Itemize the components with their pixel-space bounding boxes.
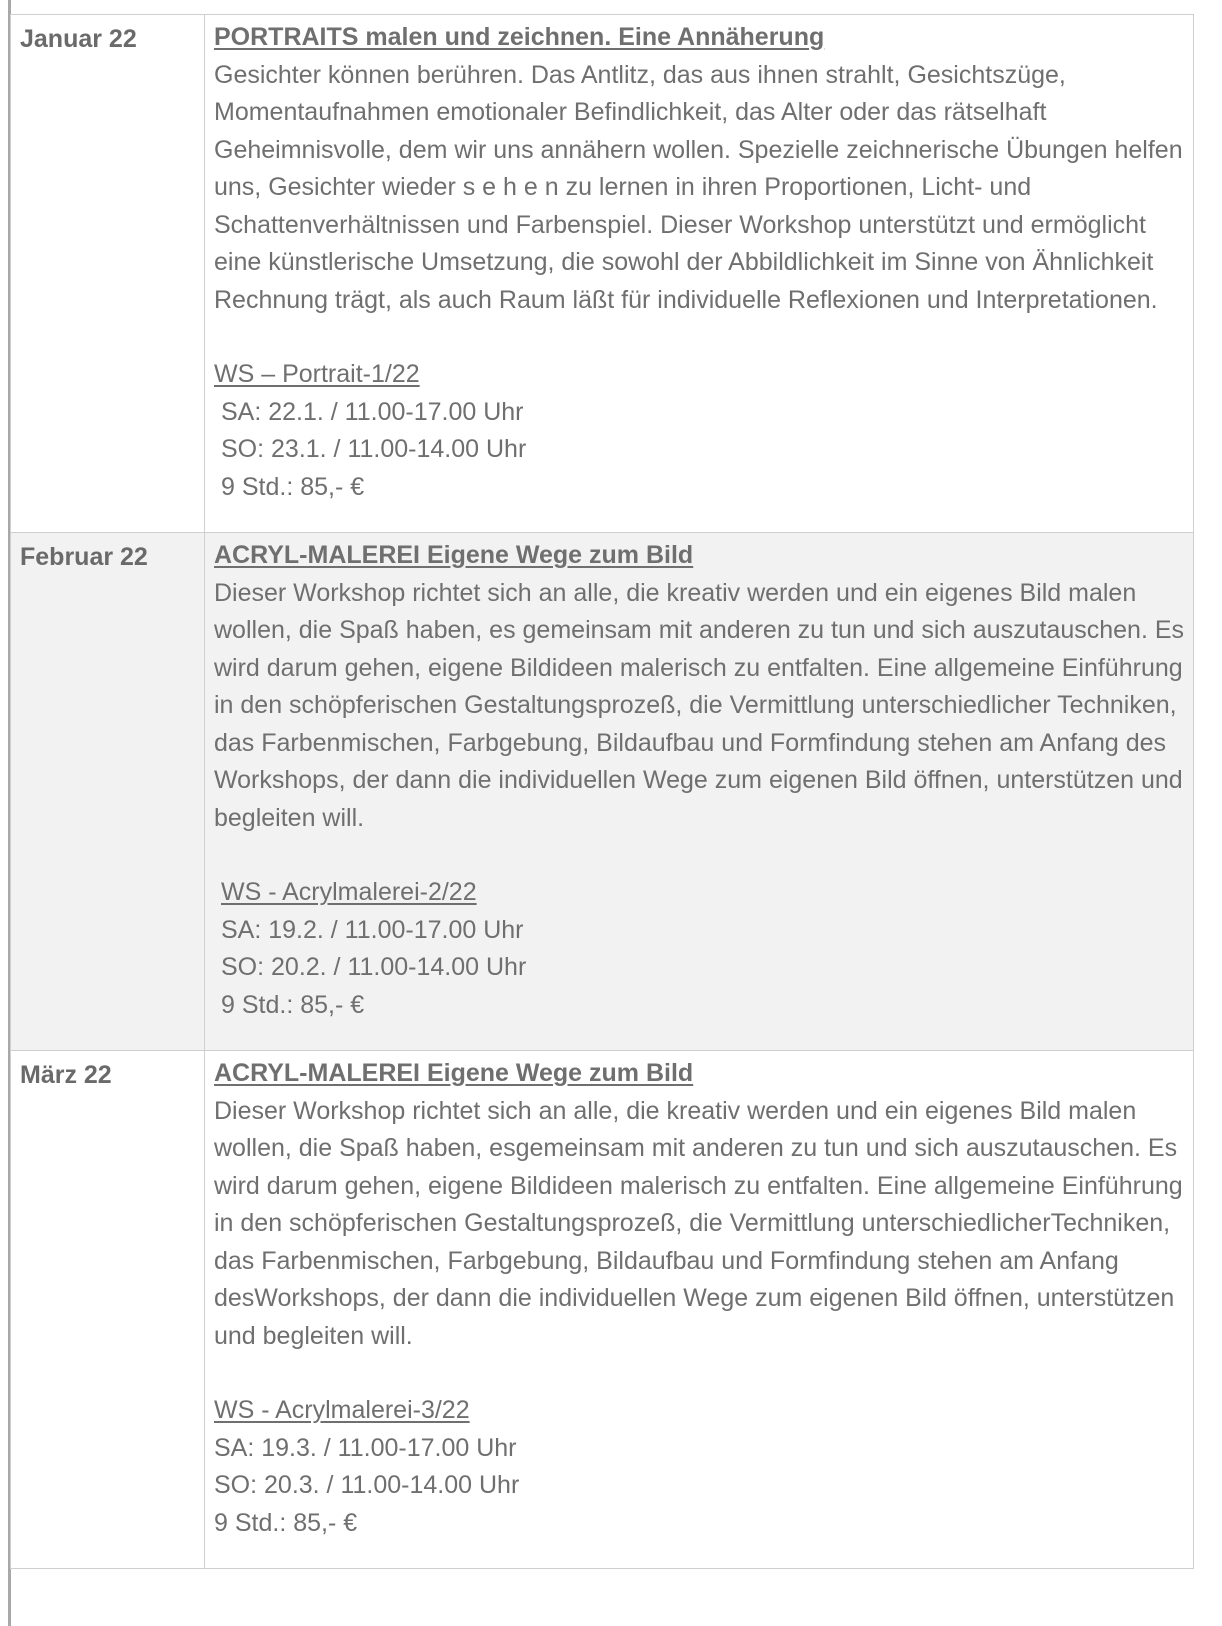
event-title: ACRYL-MALEREI Eigene Wege zum Bild	[214, 1059, 694, 1087]
event-title: PORTRAITS malen und zeichnen. Eine Annäherung	[214, 23, 825, 51]
event-price: 9 Std.: 85,- €	[221, 990, 365, 1019]
event-price: 9 Std.: 85,- €	[214, 1508, 358, 1537]
table-row	[11, 1051, 1194, 1569]
table-row	[11, 533, 1194, 1051]
table-row	[11, 15, 1194, 533]
event-description: Dieser Workshop richtet sich an alle, die kreativ werden und ein eigenes Bild malen wollen, die Spaß haben, esgemeinsam mit anderen zu tun und sich auszutauschen. Es wird darum gehen, eigene Bildideen malerisch zu entfalten. Eine allgemeine Einführung in den schöpferischen Gestaltungsprozeß, die Vermittlung unterschiedlicherTechniken, das Farbenmischen, Farbgebung, Bildaufbau und Formfindung stehen am Anfang desWorkshops, der dann die individuellen Wege zum eigenen Bild öffnen, unterstützen und begleiten will.	[214, 1096, 1183, 1350]
event-description: Gesichter können berühren. Das Antlitz, das aus ihnen strahlt, Gesichtszüge, Momentaufnahmen emotionaler Befindlichkeit, das Alter oder das rätselhaft Geheimnisvolle, dem wir uns annähern wollen. Spezielle zeichnerische Übungen helfen uns, Gesichter wieder s e h e n zu lernen in ihren Proportionen, Licht- und Schattenverhältnissen und Farbenspiel. Dieser Workshop unterstützt und ermöglicht eine künstlerische Umsetzung, die sowohl der Abbildlichkeit im Sinne von Ähnlichkeit Rechnung trägt, als auch Raum läßt für individuelle Reflexionen und Interpretationen.	[214, 60, 1183, 314]
event-saturday: SA: 19.3. / 11.00-17.00 Uhr	[214, 1433, 517, 1462]
month-cell: Januar 22	[11, 15, 205, 533]
event-cell	[205, 15, 1194, 533]
event-saturday: SA: 19.2. / 11.00-17.00 Uhr	[221, 915, 524, 944]
workshop-schedule-table	[10, 14, 1194, 1569]
event-code: WS - Acrylmalerei-2/22	[221, 878, 477, 906]
event-price: 9 Std.: 85,- €	[221, 472, 365, 501]
event-sunday: SO: 20.2. / 11.00-14.00 Uhr	[221, 953, 527, 981]
event-sunday: SO: 20.3. / 11.00-14.00 Uhr	[214, 1471, 520, 1499]
month-cell: Februar 22	[11, 533, 205, 1051]
month-cell: März 22	[11, 1051, 205, 1569]
event-saturday: SA: 22.1. / 11.00-17.00 Uhr	[221, 397, 524, 426]
event-code: WS - Acrylmalerei-3/22	[214, 1396, 470, 1424]
event-cell	[205, 533, 1194, 1051]
event-sunday: SO: 23.1. / 11.00-14.00 Uhr	[221, 435, 527, 463]
event-description: Dieser Workshop richtet sich an alle, die kreativ werden und ein eigenes Bild malen wollen, die Spaß haben, es gemeinsam mit anderen zu tun und sich auszutauschen. Es wird darum gehen, eigene Bildideen malerisch zu entfalten. Eine allgemeine Einführung in den schöpferischen Gestaltungsprozeß, die Vermittlung unterschiedlicher Techniken, das Farbenmischen, Farbgebung, Bildaufbau und Formfindung stehen am Anfang des Workshops, der dann die individuellen Wege zum eigenen Bild öffnen, unterstützen und begleiten will.	[214, 578, 1185, 832]
event-cell	[205, 1051, 1194, 1569]
event-title: ACRYL-MALEREI Eigene Wege zum Bild	[214, 541, 694, 569]
event-code: WS – Portrait-1/22	[214, 360, 420, 388]
